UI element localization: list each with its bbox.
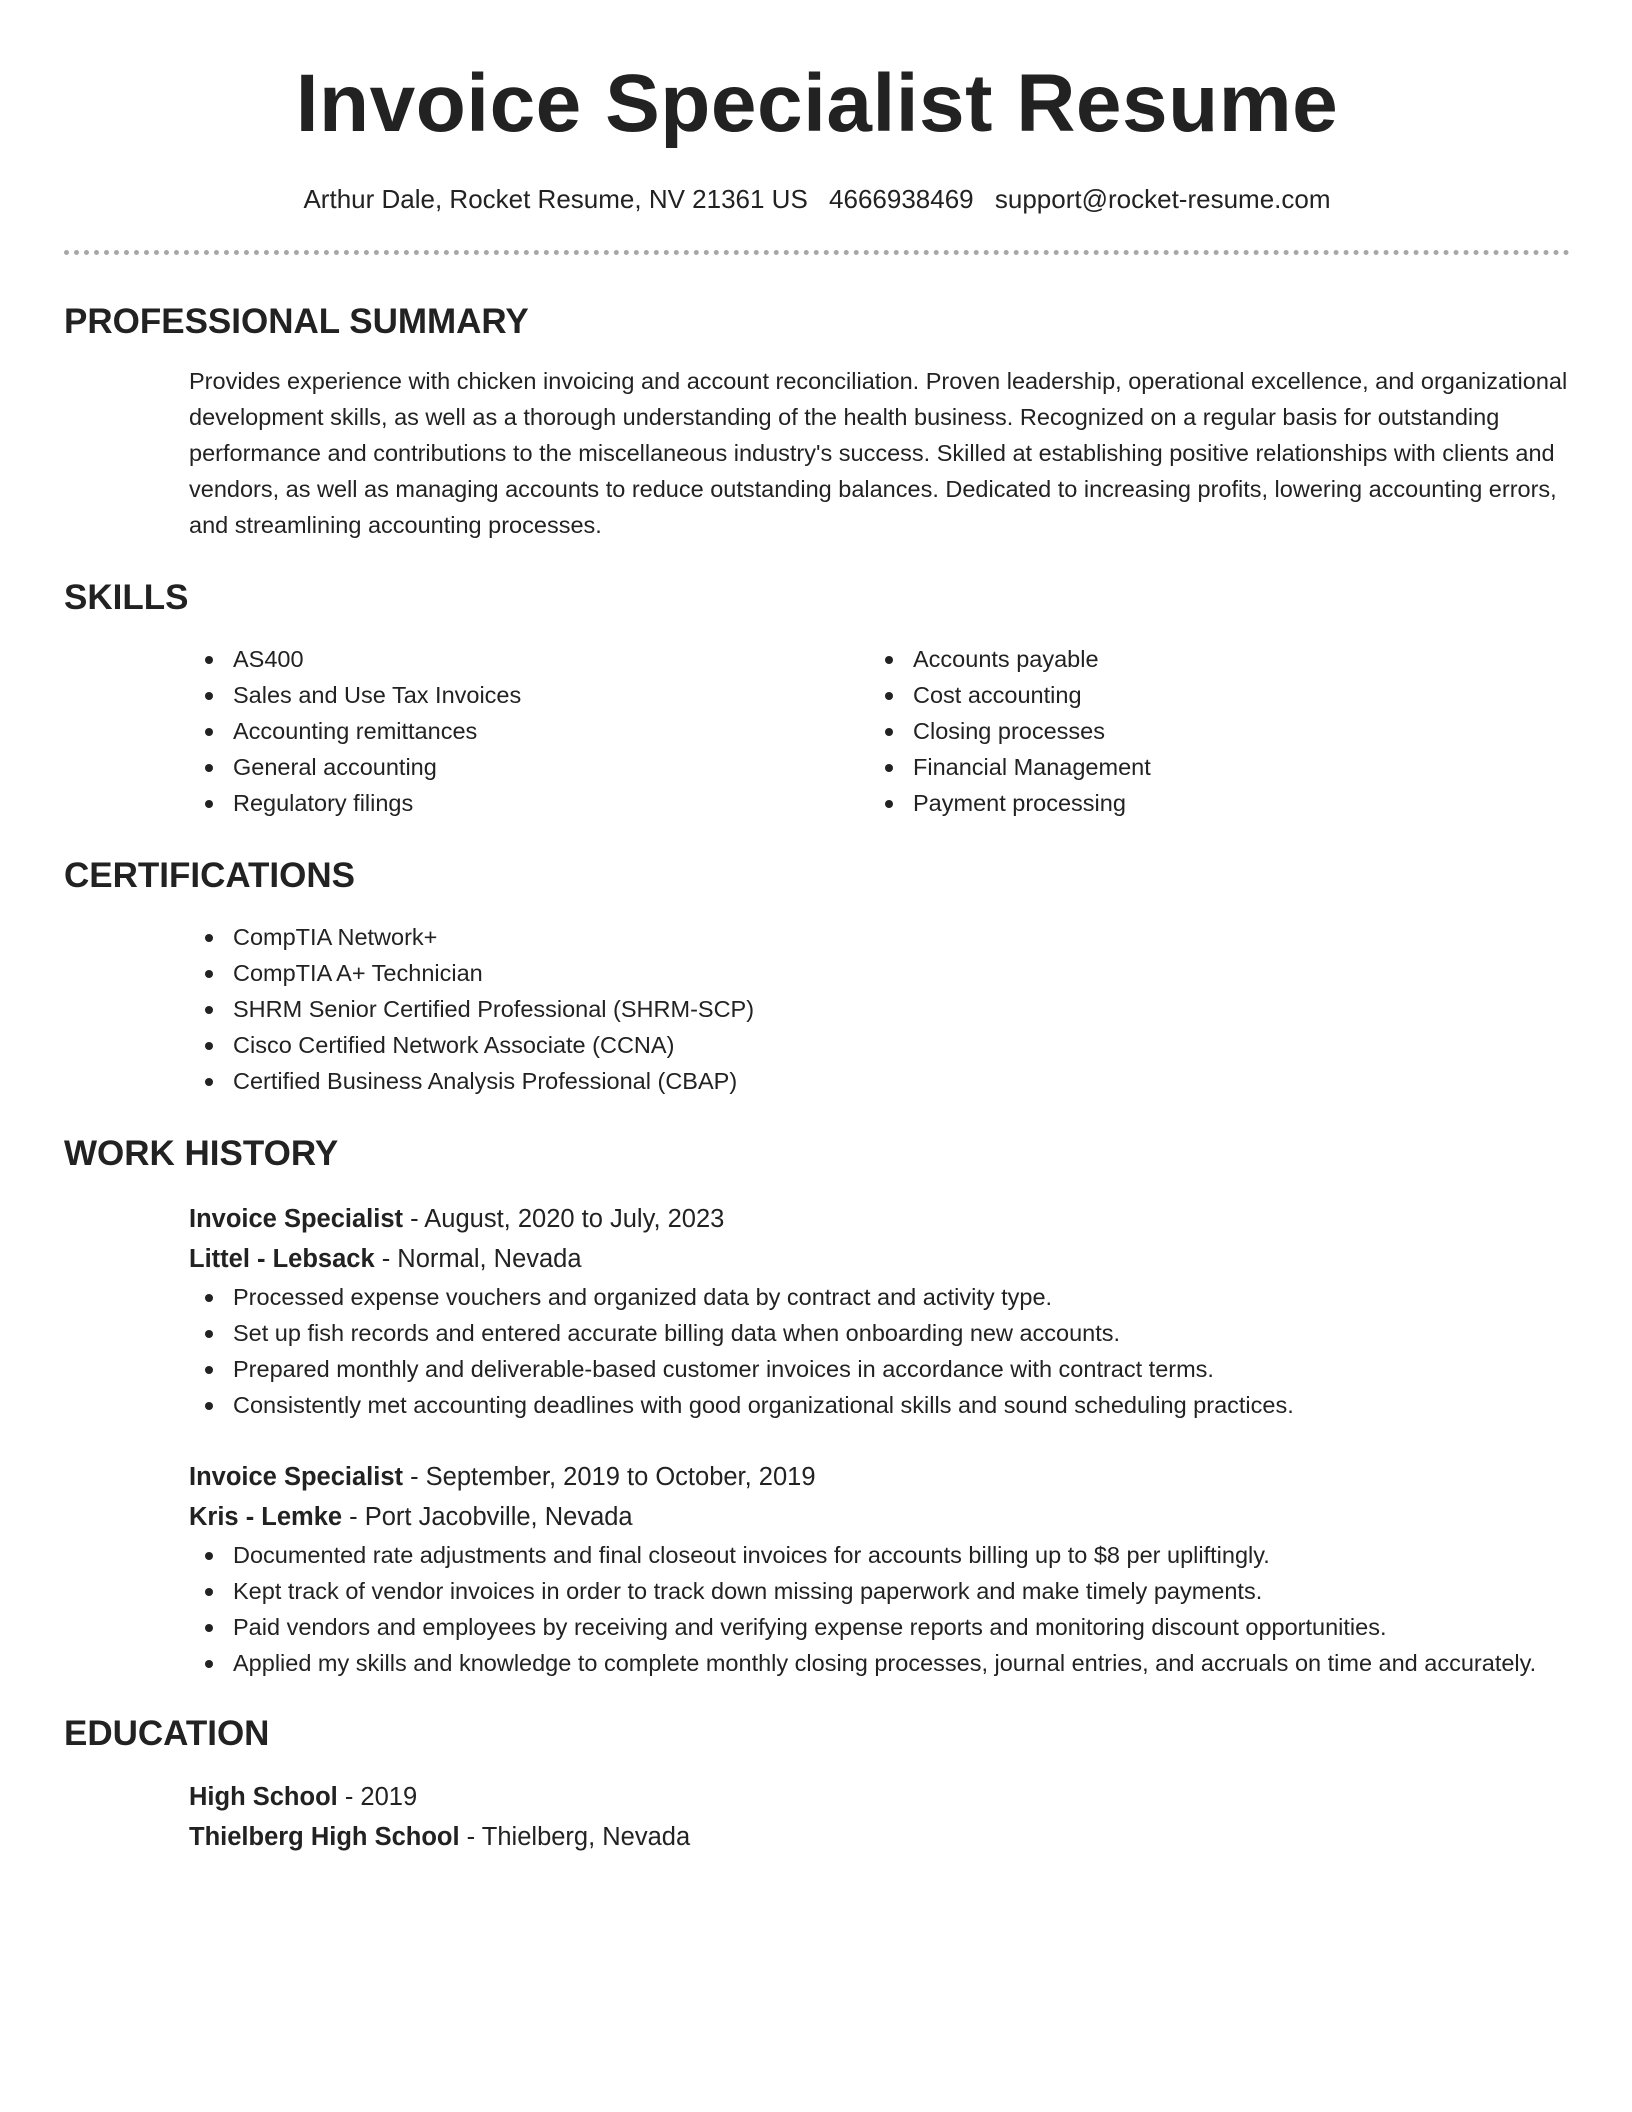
job-title: Invoice Specialist [189,1205,404,1233]
job-dates: - August, 2020 to July, 2023 [403,1205,725,1233]
job-dates: - September, 2019 to October, 2019 [403,1463,816,1491]
summary-text: Provides experience with chicken invoicing and account reconciliation. Proven leadership, operational excellence, and organizational development skills, as well as a thorough understanding of the health business. Recognized on a regular basis for outstanding performance and contributions to the miscellaneous industry's success. Skilled at establishing positive relationships with clients and vendors, as well as managing accounts to reduce outstanding balances. Dedicated to increasing profits, lowering accounting errors, and streamlining accounting processes. [189,368,1568,538]
job-bullets [189,1537,1570,1681]
job-entry [189,1457,1570,1681]
job-bullet: Applied my skills and knowledge to complete monthly closing processes, journal entries, and accruals on time and accurately. [189,1645,1570,1681]
skill-item: Sales and Use Tax Invoices [189,677,869,713]
job-company: Kris - Lemke [189,1503,343,1531]
section-heading-summary: PROFESSIONAL SUMMARY [64,302,529,341]
job-company-line [189,1497,1570,1537]
job-company-line [189,1239,1570,1279]
skill-item: Accounting remittances [189,713,869,749]
certification-item: Cisco Certified Network Associate (CCNA) [189,1027,1570,1063]
education-location: - Thielberg, Nevada [459,1823,691,1851]
job-bullets [189,1279,1570,1423]
job-bullet: Consistently met accounting deadlines with good organizational skills and sound scheduling practices. [189,1387,1570,1423]
skill-item: General accounting [189,749,869,785]
skill-item: AS400 [189,641,869,677]
contact-email: support@rocket-resume.com [994,184,1331,214]
education-school-line [189,1817,1570,1857]
contact-phone: 4666938469 [829,184,974,214]
section-heading-certifications: CERTIFICATIONS [64,856,356,895]
section-heading-work-history: WORK HISTORY [64,1134,339,1173]
job-title-line [189,1199,1570,1239]
job-bullet: Documented rate adjustments and final closeout invoices for accounts billing up to $8 per upliftingly. [189,1537,1570,1573]
skill-item: Cost accounting [869,677,1549,713]
job-bullet: Paid vendors and employees by receiving and verifying expense reports and monitoring discount opportunities. [189,1609,1570,1645]
job-bullet: Set up fish records and entered accurate billing data when onboarding new accounts. [189,1315,1570,1351]
job-location: - Normal, Nevada [374,1245,582,1273]
job-location: - Port Jacobville, Nevada [342,1503,633,1531]
job-title-line [189,1457,1570,1497]
job-bullet: Processed expense vouchers and organized data by contract and activity type. [189,1279,1570,1315]
contact-line [64,182,1570,216]
skills-list [189,641,1570,821]
skill-item: Payment processing [869,785,1549,821]
section-heading-education: EDUCATION [64,1714,270,1753]
certification-item: CompTIA A+ Technician [189,955,1570,991]
resume-title: Invoice Specialist Resume [295,58,1339,149]
job-bullet: Prepared monthly and deliverable-based customer invoices in accordance with contract terms. [189,1351,1570,1387]
job-entry [189,1199,1570,1423]
education-school: Thielberg High School [189,1823,460,1851]
job-title: Invoice Specialist [189,1463,404,1491]
skill-item: Financial Management [869,749,1549,785]
job-company: Littel - Lebsack [189,1245,375,1273]
education-entry [189,1777,1570,1857]
skills-column-right [869,641,1549,821]
job-bullet: Kept track of vendor invoices in order to track down missing paperwork and make timely payments. [189,1573,1570,1609]
certification-item: SHRM Senior Certified Professional (SHRM-SCP) [189,991,1570,1027]
skill-item: Closing processes [869,713,1549,749]
education-degree: High School [189,1783,338,1811]
skill-item: Regulatory filings [189,785,869,821]
section-heading-skills: SKILLS [64,578,189,617]
education-year: - 2019 [337,1783,418,1811]
contact-address: Arthur Dale, Rocket Resume, NV 21361 US [303,184,808,214]
certification-item: Certified Business Analysis Professional (CBAP) [189,1063,1570,1099]
skill-item: Accounts payable [869,641,1549,677]
certification-item: CompTIA Network+ [189,919,1570,955]
certifications-list [189,919,1570,1099]
dotted-divider [64,250,1570,255]
skills-column-left [189,641,869,821]
education-degree-line [189,1777,1570,1817]
